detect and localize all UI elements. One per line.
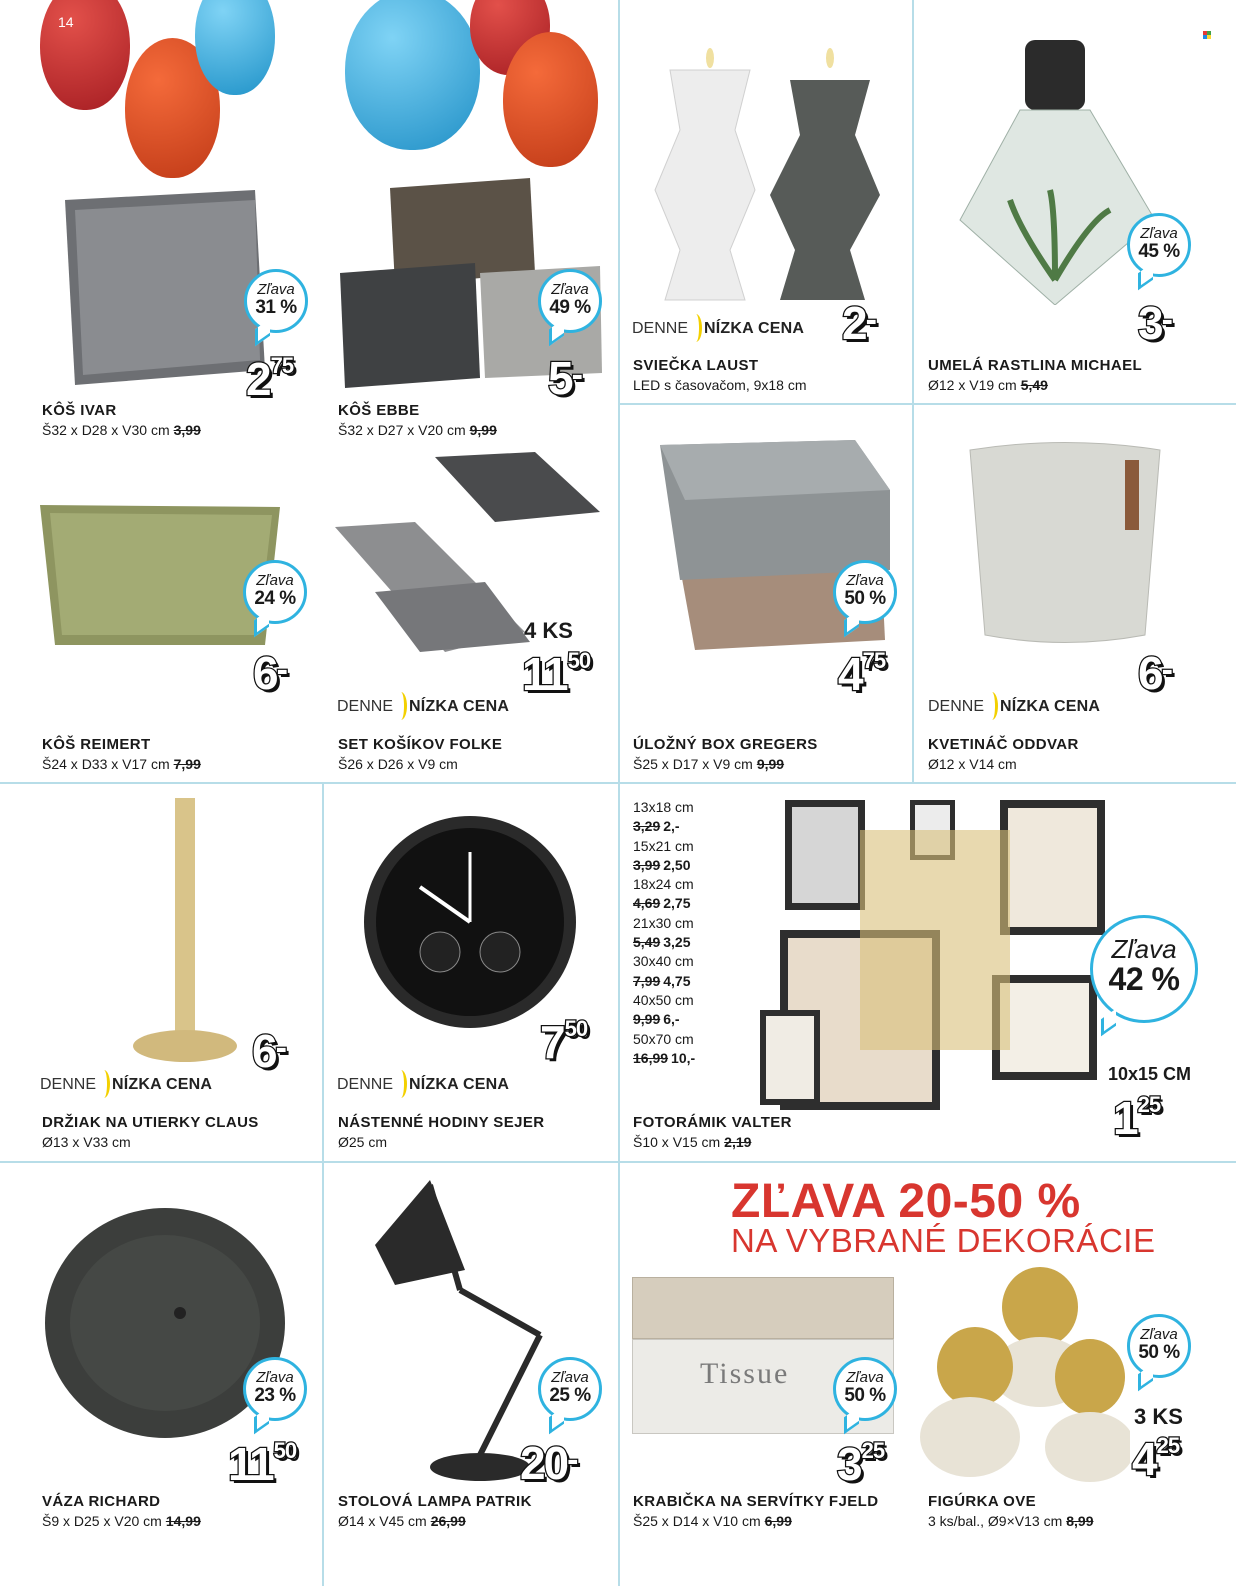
vaza-richard-image: [40, 1198, 290, 1453]
price-tag: 5-: [548, 352, 583, 404]
product-title: KÔŠ EBBE: [338, 402, 420, 419]
product-spec: Ø12 x V19 cm 5,49: [928, 377, 1048, 393]
price-tag: 2-: [842, 297, 877, 349]
product-spec: Ø25 cm: [338, 1134, 388, 1150]
quantity-label: 10x15 CM: [1108, 1064, 1192, 1084]
discount-badge: Zľava 25 %: [538, 1357, 602, 1421]
product-title: STOLOVÁ LAMPA PATRIK: [338, 1493, 532, 1510]
divider: [618, 0, 620, 782]
price-tag: 1150: [522, 648, 591, 700]
kvetinac-oddvar-image: [965, 440, 1165, 645]
product-spec: Š26 x D26 x V9 cm: [338, 756, 458, 772]
product-title: NÁSTENNÉ HODINY SEJER: [338, 1114, 545, 1131]
product-spec: Š10 x V15 cm 2,19: [633, 1134, 752, 1150]
denne-nizka-cena-logo: DENNE NÍZKA CENA: [632, 314, 804, 342]
price-tag: 1150: [228, 1438, 297, 1490]
product-spec: Ø12 x V14 cm: [928, 756, 1017, 772]
product-spec: Ø14 x V45 cm 26,99: [338, 1513, 466, 1529]
divider: [618, 784, 620, 1586]
product-title: FOTORÁMIK VALTER: [633, 1114, 792, 1131]
price-tag: 6-: [252, 1025, 287, 1077]
product-title: KVETINÁČ ODDVAR: [928, 736, 1079, 753]
product-title: KÔŠ REIMERT: [42, 736, 151, 753]
fotoramik-valter-image: [760, 800, 1115, 1110]
discount-badge: Zľava 50 %: [833, 1357, 897, 1421]
divider: [912, 0, 914, 782]
product-title: KÔŠ IVAR: [42, 402, 117, 419]
product-title: ÚLOŽNÝ BOX GREGERS: [633, 736, 818, 753]
discount-badge: Zľava 42 %: [1090, 915, 1198, 1023]
denne-nizka-cena-logo: DENNE NÍZKA CENA: [337, 1070, 509, 1098]
price-tag: 3-: [1138, 297, 1173, 349]
product-spec: Š25 x D17 x V9 cm 9,99: [633, 756, 785, 772]
product-title: SVIEČKA LAUST: [633, 357, 759, 374]
product-spec: Š24 x D33 x V17 cm 7,99: [42, 756, 201, 772]
umela-rastlina-image: [950, 40, 1160, 305]
price-tag: 125: [1113, 1092, 1161, 1144]
product-spec: Š9 x D25 x V20 cm 14,99: [42, 1513, 201, 1529]
product-spec: LED s časovačom, 9x18 cm: [633, 377, 807, 393]
divider: [620, 403, 1236, 405]
discount-badge: Zľava 24 %: [243, 560, 307, 624]
price-tag: 6-: [1138, 647, 1173, 699]
sviecka-image: [640, 40, 900, 310]
divider: [322, 784, 324, 1586]
discount-badge: Zľava 45 %: [1127, 213, 1191, 277]
quantity-label: 4 KS: [524, 618, 573, 643]
page-number: 14: [58, 14, 74, 30]
product-title: KRABIČKA NA SERVÍTKY FJELD: [633, 1493, 879, 1510]
product-spec: Ø13 x V33 cm: [42, 1134, 131, 1150]
price-tag: 6-: [253, 647, 288, 699]
discount-badge: Zľava 23 %: [243, 1357, 307, 1421]
box-label: Tissue: [700, 1357, 790, 1390]
promo-title: ZĽAVA 20-50 %: [731, 1175, 1081, 1228]
price-tag: 20-: [520, 1437, 579, 1489]
product-spec: Š25 x D14 x V10 cm 6,99: [633, 1513, 792, 1529]
denne-nizka-cena-logo: DENNE NÍZKA CENA: [337, 692, 509, 720]
nastenne-hodiny-sejer-image: [360, 812, 580, 1032]
promo-subtitle: NA VYBRANÉ DEKORÁCIE: [731, 1222, 1156, 1259]
color-mark-icon: [1203, 31, 1211, 39]
price-tag: 425: [1132, 1433, 1180, 1485]
figurka-ove-image: [910, 1262, 1130, 1484]
product-title: SET KOŠÍKOV FOLKE: [338, 736, 503, 753]
discount-badge: Zľava 31 %: [244, 269, 308, 333]
product-title: VÁZA RICHARD: [42, 1493, 161, 1510]
product-spec: 3 ks/bal., Ø9×V13 cm 8,99: [928, 1513, 1094, 1529]
price-tag: 750: [540, 1016, 588, 1068]
denne-nizka-cena-logo: DENNE NÍZKA CENA: [40, 1070, 212, 1098]
product-spec: Š32 x D27 x V20 cm 9,99: [338, 422, 497, 438]
price-tag: 475: [838, 648, 886, 700]
product-title: DRŽIAK NA UTIERKY CLAUS: [42, 1114, 259, 1131]
discount-badge: Zľava 50 %: [1127, 1314, 1191, 1378]
price-tag: 275: [246, 353, 294, 405]
price-tag: 325: [837, 1438, 885, 1490]
discount-badge: Zľava 50 %: [833, 560, 897, 624]
denne-nizka-cena-logo: DENNE NÍZKA CENA: [928, 692, 1100, 720]
drziak-claus-image: [130, 798, 240, 1068]
product-spec: Š32 x D28 x V30 cm 3,99: [42, 422, 201, 438]
frame-price-list: 13x18 cm 3,29 2,- 15x21 cm 3,99 2,50 18x24 cm 4,69 2,75 21x30 cm 5,49 3,25 30x40 cm 7,99 4,75 40x50 cm 9,99 6,- 50x70 cm 16,99 10,-: [633, 799, 696, 1066]
product-title: UMELÁ RASTLINA MICHAEL: [928, 357, 1143, 374]
discount-badge: Zľava 49 %: [538, 269, 602, 333]
quantity-label: 3 KS: [1134, 1404, 1183, 1429]
product-title: FIGÚRKA OVE: [928, 1493, 1037, 1510]
